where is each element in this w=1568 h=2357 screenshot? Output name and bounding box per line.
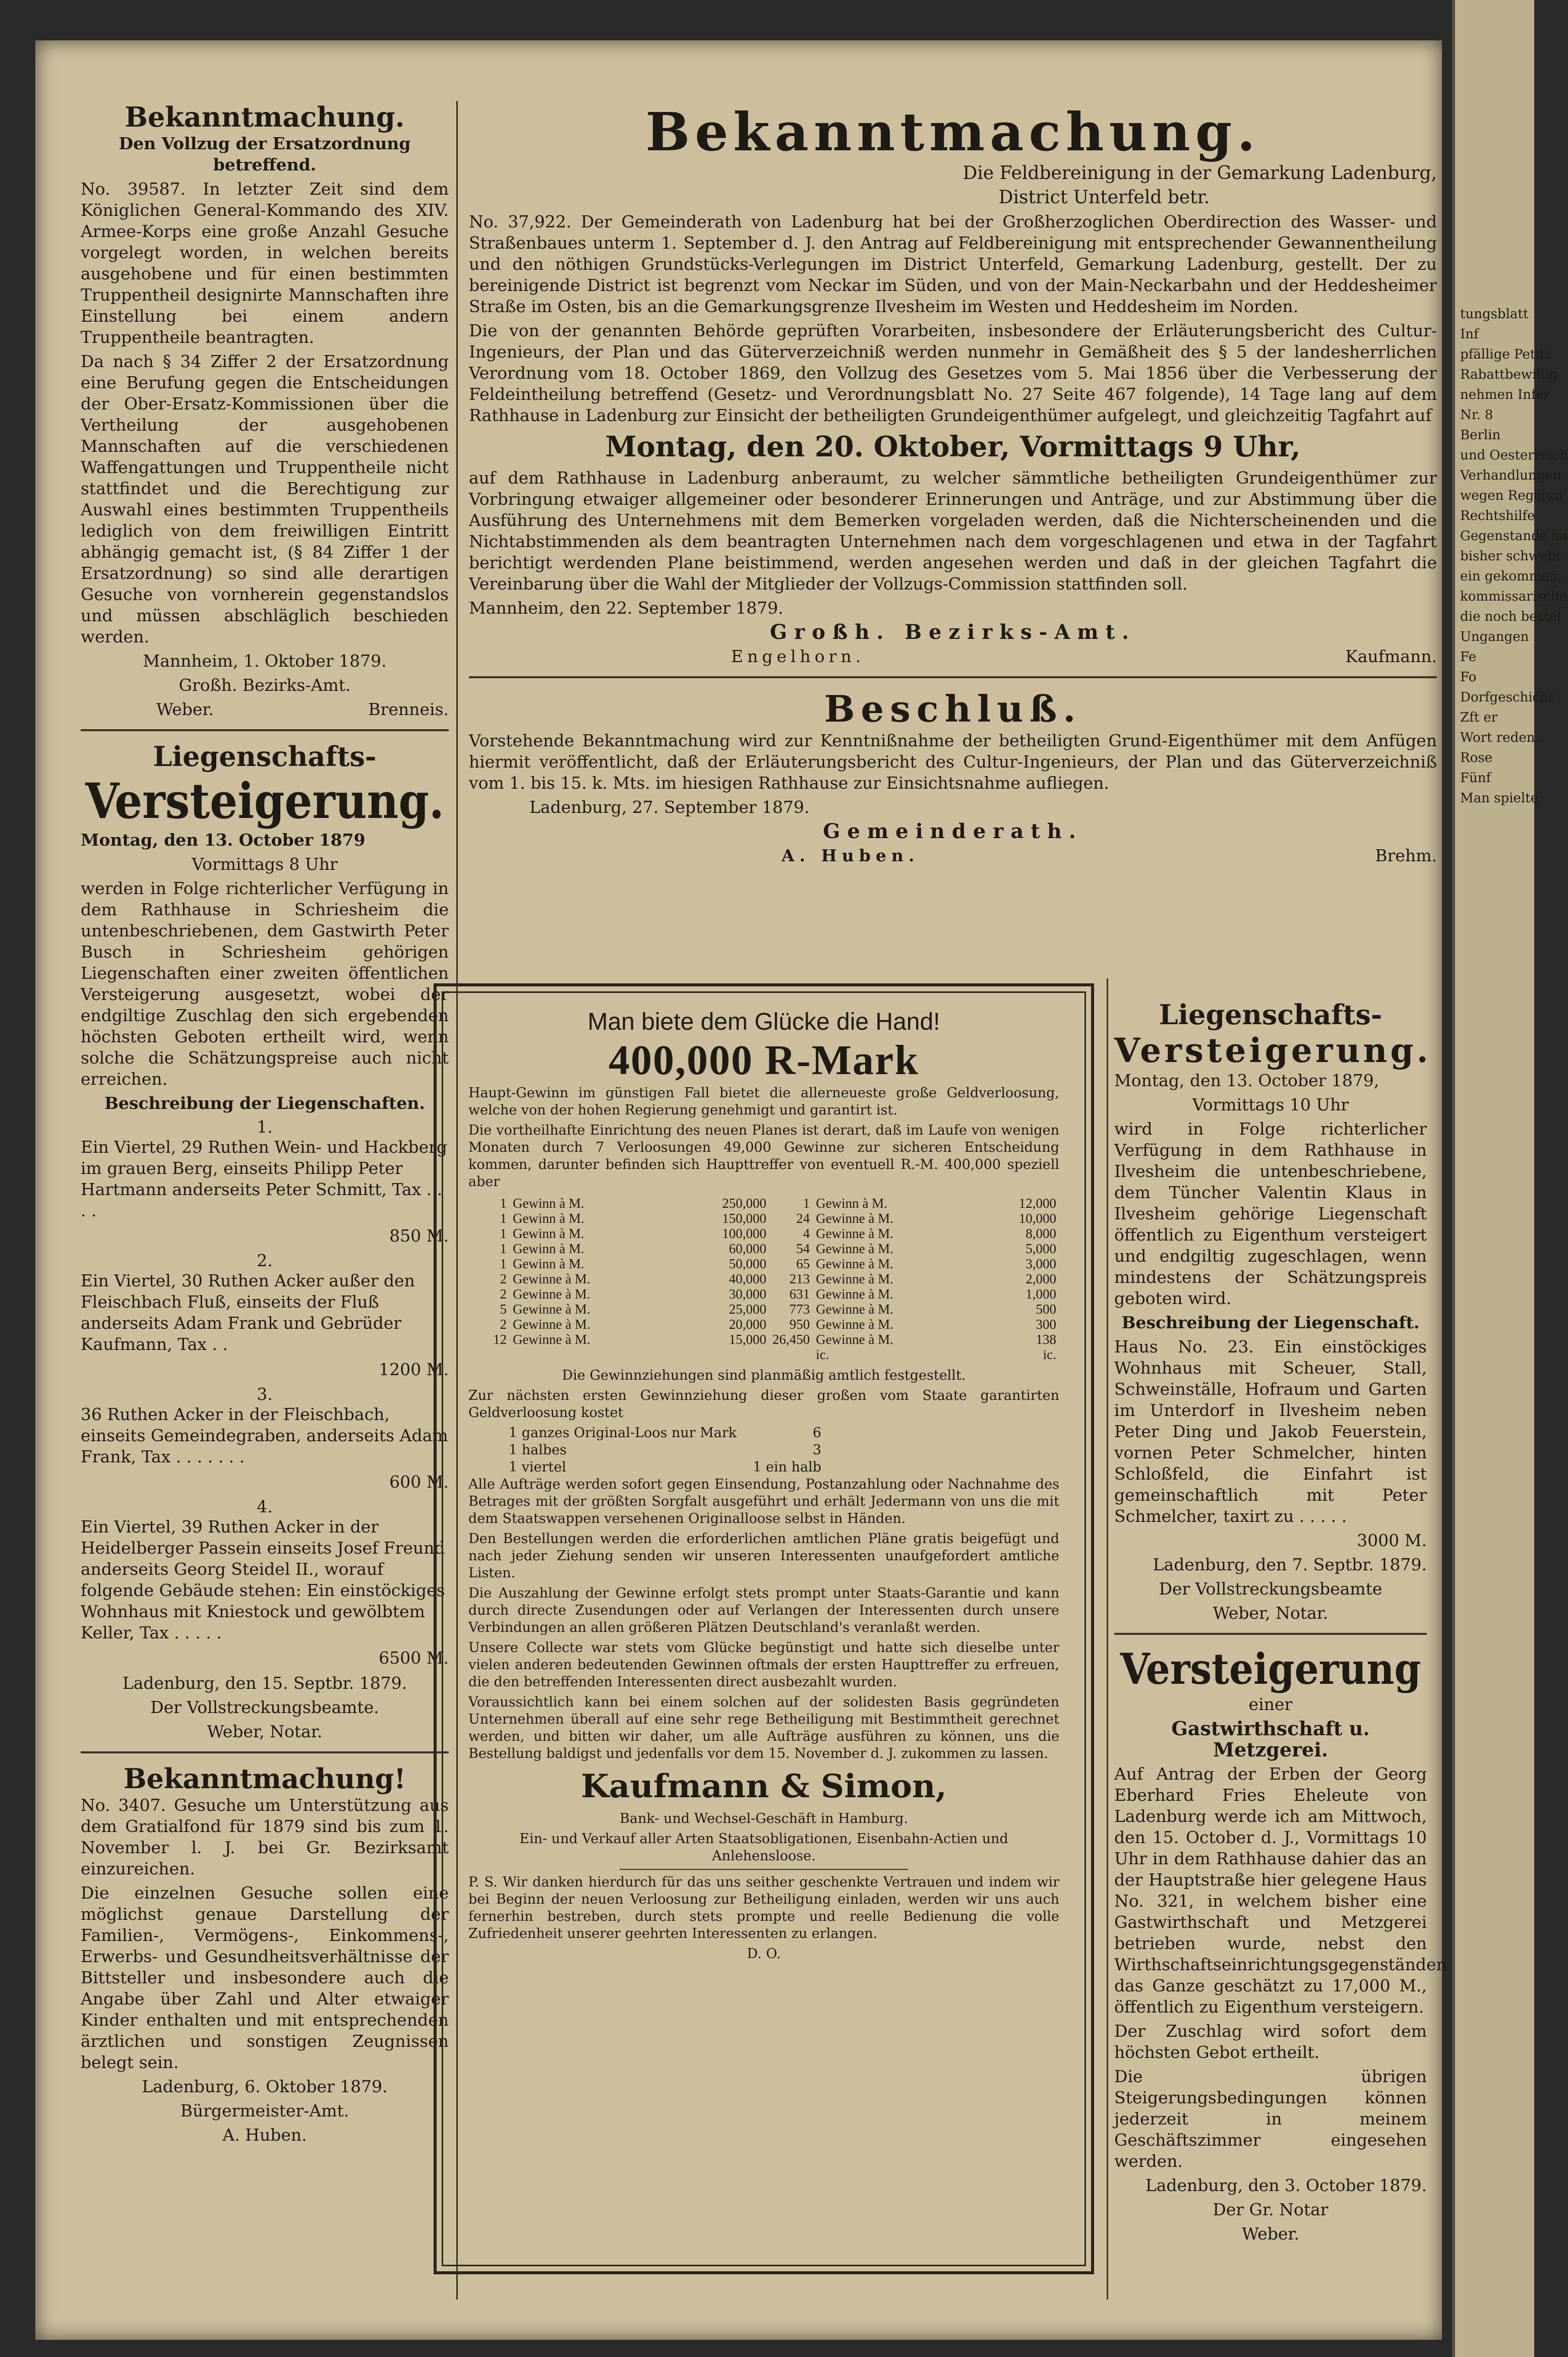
prize-row (468, 1347, 1059, 1362)
auction2-title-1: Liegenschafts- (1159, 998, 1382, 1031)
notice2-signature: A. Huben. (222, 2125, 307, 2145)
prize-table (468, 1196, 1059, 1362)
notice-signatures (81, 699, 449, 720)
prize-cell: 40,000 (729, 1271, 766, 1286)
price-value: 1 ein halb (753, 1459, 821, 1475)
notice-gratialfond (81, 1762, 449, 2146)
edge-text-line: Fünf (1460, 771, 1491, 786)
prize-cell: 8,000 (1026, 1226, 1056, 1241)
auction-title-2: Versteigerung. (85, 773, 444, 830)
signature-left: Weber. (156, 699, 214, 719)
adjacent-page-edge (1452, 0, 1568, 2357)
prize-cell: 60,000 (729, 1241, 766, 1256)
prize-cell: 4 (803, 1226, 810, 1241)
column-divider-right (1107, 978, 1108, 2300)
lot-description: 36 Ruthen Acker in der Fleischbach, einseits Gemeindegraben, anderseits Adam Frank, Tax . . . . . . . (81, 1404, 448, 1466)
auction3-sub-1: einer (1248, 1694, 1293, 1714)
lot-description: Ein Viertel, 29 Ruthen Wein- und Hackberg im grauen Berg, einseits Philipp Peter Hartmann anderseits Peter Schmitt, Tax . . . . (81, 1137, 447, 1220)
prize-row (468, 1226, 1059, 1241)
prize-cell: 12 (493, 1332, 507, 1347)
prize-cell: Gewinn à M. (513, 1226, 584, 1241)
prize-cell: Gewinne à M. (816, 1241, 893, 1256)
adjacent-page-text (1455, 0, 1568, 807)
prize-cell: 150,000 (722, 1211, 766, 1226)
prize-cell: Gewinne à M. (816, 1332, 893, 1347)
prize-cell: 1,000 (1026, 1286, 1056, 1302)
price-list (468, 1425, 1059, 1476)
prize-cell: 1 (500, 1256, 507, 1271)
edge-text-line: und Oesterreich (1460, 448, 1568, 463)
notice2-date: Ladenburg, 6. Oktober 1879. (142, 2077, 388, 2096)
ad-firm-sub-2: Ein- und Verkauf aller Arten Staatsobligationen, Eisenbahn-Actien und Anlehensloose. (519, 1831, 1008, 1864)
prize-cell: Gewinne à M. (816, 1286, 893, 1302)
main-notice-signatures (469, 646, 1437, 667)
prize-row (468, 1302, 1059, 1317)
prize-cell: 30,000 (729, 1286, 766, 1302)
prize-cell: 10,000 (1018, 1211, 1056, 1226)
main-notice-body-2: Die von der genannten Behörde geprüften Vorarbeiten, insbesondere der Erläuterungsbericht des Cultur-Ingenieurs, der Plan und das Güterverzeichniß werden nunmehr in Gemäßheit des § 5 der landesherrlichen Verordnung vom 18. October 1869, den Vollzug des Gesetzes vom 5. Mai 1856 über die Verbesserung der Feldeintheilung betreffend (Gesetz- und Verordnungsblatt No. 27 Seite 467 folgende), 14 Tage lang auf dem Rathhause in Ladenburg zur Einsicht der betheiligten Grundeigenthümer aufgelegt, und gleichzeitig Tagfahrt auf (469, 321, 1437, 425)
prize-cell: Gewinn à M. (513, 1196, 584, 1211)
lot-number: 1. (257, 1117, 273, 1137)
edge-text-line: Inf (1460, 327, 1479, 342)
lot-price: 600 M. (389, 1472, 449, 1492)
separator (1114, 1633, 1427, 1635)
auction3-office: Der Gr. Notar (1213, 2200, 1329, 2219)
auction2-title-2: Versteigerung. (1114, 1031, 1431, 1070)
auction3-title: Versteigerung (1120, 1644, 1421, 1694)
signature-left: A. Huben. (781, 846, 920, 865)
auction-time: Vormittags 8 Uhr (192, 854, 338, 874)
lot-number: 3. (257, 1384, 273, 1404)
lot-description: Ein Viertel, 39 Ruthen Acker in der Heidelberger Passein einseits Josef Freund anderseits Georg Steidel II., worauf folgende Gebäude stehen: Ein einstöckiges Wohnhaus mit Kniestock und gewölbtem Keller, Tax . . . . . (81, 1517, 445, 1642)
prize-cell: 65 (796, 1256, 810, 1271)
prize-cell (468, 1347, 510, 1362)
auction2-desc-title: Beschreibung der Liegenschaft. (1121, 1313, 1420, 1332)
prize-cell: 1 (500, 1196, 507, 1211)
prize-cell: 5 (500, 1302, 507, 1317)
notice2-office: Bürgermeister-Amt. (180, 2101, 349, 2120)
edge-text-line: Fe (1460, 650, 1477, 665)
prize-cell: 1 (500, 1226, 507, 1241)
prize-cell (510, 1347, 672, 1362)
edge-text-line: Rabattbewillig (1460, 367, 1557, 382)
resolution-signatures (469, 845, 1437, 866)
ad-inner-frame (442, 991, 1086, 2266)
prize-row (468, 1256, 1059, 1271)
auction-sign-date: Ladenburg, den 15. Septbr. 1879. (122, 1673, 407, 1693)
signature-left: Engelhorn. (731, 646, 865, 666)
lot-price: 6500 M. (379, 1648, 449, 1668)
main-notice-date: Mannheim, den 22. September 1879. (469, 598, 783, 618)
lot-price: 1200 M. (379, 1360, 449, 1379)
auction2-desc: Haus No. 23. Ein einstöckiges Wohnhaus mit Scheuer, Stall, Schweinställe, Hofraum und Garten im Unterdorf in Ilvesheim neben Peter Ding und Jakob Feuerstein, vornen Peter Schmelcher, hinten Schloßfeld, die Einfahrt ist gemeinschaftlich mit Peter Schmelcher, taxirt zu . . . . . (1114, 1337, 1427, 1526)
auction-signature: Weber, Notar. (207, 1722, 323, 1741)
ad-amount: 400,000 R-Mark (609, 1037, 919, 1084)
ad-headline: Man biete dem Glücke die Hand! (587, 1009, 940, 1035)
notice2-body: No. 3407. Gesuche um Unterstützung aus dem Gratialfond für 1879 sind bis zum 1. November l. J. bei Gr. Bezirksamt einzureichen. (81, 1795, 449, 1878)
auction-date: Montag, den 13. October 1879 (81, 830, 366, 850)
separator (81, 1751, 449, 1753)
auction-title-1: Liegenschafts- (153, 740, 377, 773)
edge-text-line: Zft er (1460, 710, 1498, 725)
ad-postscript: P. S. Wir danken hierdurch für das uns seither geschenkte Vertrauen und indem wir bei Beginn der neuen Verloosung zur Betheiligung einladen, werden wir uns auch fernerhin bestreben, durch stets prompte und reelle Bedienung die volle Zufriedenheit unserer geehrten Interessenten zu erlangen. (468, 1874, 1059, 1941)
notice2-title: Bekanntmachung! (123, 1762, 406, 1795)
edge-text-line: bisher schwebt (1460, 549, 1561, 564)
auction-schriesheim (81, 740, 449, 1742)
edge-text-line: tungsblatt (1460, 307, 1529, 322)
edge-text-line: wegen Regelun (1460, 488, 1563, 503)
auction2-signature: Weber, Notar. (1213, 1603, 1329, 1623)
price-label: 1 halbes (509, 1442, 567, 1458)
prize-row (468, 1211, 1059, 1226)
prize-row (468, 1271, 1059, 1286)
prize-cell: Gewinne à M. (513, 1302, 590, 1317)
edge-text-line: Man spielte (1460, 791, 1538, 806)
prize-cell: 500 (1036, 1302, 1056, 1317)
prize-cell: 25,000 (729, 1302, 766, 1317)
ad-postscript-sign: D. O. (747, 1946, 781, 1962)
notice-ersatzordnung (81, 101, 449, 720)
notice2-body-2: Die einzelnen Gesuche sollen eine möglichst genaue Darstellung der Familien-, Vermögens-, Einkommens-, Erwerbs- und Gesundheitsverhältnisse der Bittsteller und insbesondere auch die Angabe über Zahl und Alter etwaiger Kinder enthalten und mit entsprechenden ärztlichen und sonstigen Zeugnissen belegt sein. (81, 1883, 449, 2072)
prize-cell: 3,000 (1026, 1256, 1056, 1271)
prize-cell: Gewinn à M. (816, 1196, 887, 1211)
notice-subtitle: Den Vollzug der Ersatzordnung betreffend. (118, 134, 411, 174)
prize-cell: Gewinne à M. (816, 1271, 893, 1286)
edge-text-line: Fo (1460, 670, 1477, 685)
main-notice-office: Großh. Bezirks-Amt. (769, 620, 1136, 644)
main-notice-subtitle-2: District Unterfeld betr. (998, 187, 1210, 208)
ad-paragraph-3: Die Gewinnziehungen sind planmäßig amtlich festgestellt. (562, 1368, 966, 1383)
prize-cell: Gewinne à M. (816, 1211, 893, 1226)
edge-text-line: Ungangen (1460, 629, 1529, 644)
edge-text-line: Berlin (1460, 428, 1501, 443)
auction3-body: Auf Antrag der Erben der Georg Eberhard Fries Eheleute von Ladenburg werde ich am Mittwoch, den 15. October d. J., Vormittags 10 Uhr in dem Rathhause dahier das an der Hauptstraße hier gelegene Haus No. 321, in welchem bisher eine Gastwirthschaft und Metzgerei betrieben wurde, nebst den Wirthschaftseinrichtungsgegenständen das Ganze geschätzt zu 17,000 M., öffentlich zu Eigenthum versteigern. (1114, 1764, 1447, 2017)
prize-cell: 26,450 (772, 1332, 810, 1347)
left-column (81, 101, 449, 2149)
newspaper-page (35, 40, 1447, 2340)
price-value: 3 (812, 1442, 821, 1458)
price-row (509, 1442, 821, 1459)
prize-cell: 1 (500, 1211, 507, 1226)
price-value: 6 (812, 1425, 821, 1441)
ad-paragraph-5: Alle Aufträge werden sofort gegen Einsendung, Postanzahlung oder Nachnahme des Betrages mit der größten Sorgfalt ausgeführt und erhält Jedermann von uns die mit dem Staatswappen versehenen Originalloose selbst in Händen. (468, 1477, 1059, 1526)
resolution-date: Ladenburg, 27. September 1879. (529, 797, 810, 817)
prize-cell: 2 (500, 1286, 507, 1302)
lot-number: 4. (257, 1497, 273, 1516)
auction3-signature: Weber. (1241, 2224, 1300, 2244)
auction2-sign-date: Ladenburg, den 7. Septbr. 1879. (1153, 1555, 1427, 1574)
edge-text-line: Rechtshilfe (1460, 508, 1535, 523)
main-notice-body-3: auf dem Rathhause in Ladenburg anberaumt, zu welcher sämmtliche betheiligten Grundeigenthümer zur Vorbringung etwaiger allgemeiner oder besonderer Erinnerungen und Anträge, und zur Abstimmung über die Ausführung des Unternehmens mit dem Bemerken vorgeladen werden, daß die Nichterscheinenden und die Nichtabstimmenden als dem beantragten Unternehmen nach dem vorgeschlagenen und etwa in der Tagfahrt berichtigt werdenden Plane beistimmend, werden angesehen werden und daß in der gleichen Tagfahrt die Vereinbarung über die Wahl der Mitglieder der Vollzugs-Commission stattfinden soll. (469, 468, 1437, 594)
prize-row (468, 1286, 1059, 1302)
lot-list (81, 1117, 449, 1669)
prize-cell: Gewinn à M. (513, 1241, 584, 1256)
signature-right: Kaufmann. (1345, 646, 1437, 666)
separator (620, 1869, 908, 1870)
price-row (509, 1459, 821, 1476)
prize-cell: Gewinne à M. (513, 1271, 590, 1286)
prize-cell: Gewinne à M. (816, 1226, 893, 1241)
main-notice-subtitle-1: Die Feldbereinigung in der Gemarkung Ladenburg, (962, 163, 1437, 184)
resolution-title: Beschluß. (824, 687, 1082, 730)
separator (81, 729, 449, 731)
prize-cell: 100,000 (722, 1226, 766, 1241)
notice-office: Großh. Bezirks-Amt. (178, 675, 351, 695)
price-label: 1 viertel (509, 1459, 566, 1475)
main-notice-body: No. 37,922. Der Gemeinderath von Ladenburg hat bei der Großherzoglichen Oberdirection des Wasser- und Straßenbaues unterm 1. September d. J. den Antrag auf Feldbereinigung mit entsprechender Gewannentheilung und den nöthigen Grundstücks-Verlegungen im District Unterfeld, Gemarkung Ladenburg, gestellt. Der zu bereinigende District ist begrenzt vom Neckar im Süden, und von der Main-Neckarbahn und der Heddesheimer Straße im Osten, bis an die Gemarkungsgrenze Ilvesheim im Westen und Heddesheim im Norden. (469, 212, 1437, 316)
prize-cell: Gewinne à M. (513, 1332, 590, 1347)
prize-cell: Gewinne à M. (816, 1317, 893, 1332)
auction2-time: Vormittags 10 Uhr (1192, 1095, 1349, 1114)
prize-row (468, 1196, 1059, 1211)
prize-cell: 15,000 (729, 1332, 766, 1347)
prize-cell: Gewinne à M. (513, 1317, 590, 1332)
auction-gastwirthschaft (1114, 1644, 1447, 2245)
prize-cell: 950 (789, 1317, 810, 1332)
auction3-date: Ladenburg, den 3. October 1879. (1145, 2175, 1427, 2195)
edge-text-line: pfällige Petitz (1460, 347, 1552, 362)
prize-cell (769, 1347, 813, 1362)
lot-description: Ein Viertel, 30 Ruthen Acker außer den Fleischbach Fluß, einseits der Fluß anderseits Adam Frank und Gebrüder Kaufmann, Tax . . (81, 1271, 415, 1354)
auction2-body: wird in Folge richterlicher Verfügung in dem Rathhause in Ilvesheim die untenbeschriebene, dem Tüncher Valentin Klaus in Ilvesheim gehörige Liegenschaft öffentlich zu Eigenthum versteigert und endgiltig zugeschlagen, wenn mindestens der Schätzungspreis geboten wird. (1114, 1119, 1427, 1308)
auction2-date: Montag, den 13. October 1879, (1114, 1071, 1379, 1090)
ad-paragraph-4: Zur nächsten ersten Gewinnziehung dieser großen vom Staate garantirten Geldverloosung kostet (468, 1388, 1059, 1421)
auction-office: Der Vollstreckungsbeamte. (150, 1697, 379, 1717)
prize-cell: 1 (803, 1196, 810, 1211)
auction3-sub-2: Gastwirthschaft u. Metzgerei. (1171, 1717, 1370, 1761)
auction2-price: 3000 M. (1357, 1530, 1427, 1550)
prize-row (468, 1332, 1059, 1347)
prize-cell: 250,000 (722, 1196, 766, 1211)
prize-cell: 24 (796, 1211, 810, 1226)
main-notice-area (469, 101, 1437, 866)
edge-text-line: Nr. 8 (1460, 407, 1493, 423)
edge-text-line: Rose (1460, 750, 1492, 765)
resolution-office: Gemeinderath. (823, 819, 1083, 843)
ad-firm-name: Kaufmann & Simon, (581, 1767, 947, 1805)
prize-cell: Gewinne à M. (513, 1286, 590, 1302)
auction3-body-3: Die übrigen Steigerungsbedingungen können jederzeit in meinem Geschäftszimmer eingesehen werden. (1114, 2067, 1427, 2171)
edge-text-line: ein gekommen, (1460, 569, 1562, 584)
price-row (509, 1425, 821, 1442)
prize-cell: 138 (1036, 1332, 1056, 1347)
prize-cell (672, 1347, 769, 1362)
prize-cell: 54 (796, 1241, 810, 1256)
right-column (1114, 998, 1447, 2248)
ad-firm-sub: Bank- und Wechsel-Geschäft in Hamburg. (620, 1811, 908, 1826)
ad-paragraph-1: Haupt-Gewinn im günstigen Fall bietet die allerneueste große Geldverloosung, welche von der hohen Regierung genehmigt und garantirt ist. (468, 1085, 1059, 1118)
edge-text-line: nehmen Infer (1460, 387, 1550, 402)
edge-text-line: die noch bestel (1460, 609, 1561, 624)
prize-cell: 50,000 (729, 1256, 766, 1271)
ad-paragraph-7: Die Auszahlung der Gewinne erfolgt stets prompt unter Staats-Garantie und kann durch directe Zusendungen oder auf Verlangen der Interessenten durch unsere Verbindungen an allen größeren Plätzen Deutschland's veranlaßt werden. (468, 1585, 1059, 1635)
edge-text-line: kommissarische (1460, 589, 1567, 604)
lot-number: 2. (257, 1251, 273, 1270)
prize-cell: 20,000 (729, 1317, 766, 1332)
separator (469, 676, 1437, 678)
prize-cell: 2 (500, 1271, 507, 1286)
price-label: 1 ganzes Original-Loos nur Mark (509, 1425, 737, 1441)
prize-cell: 5,000 (1026, 1241, 1056, 1256)
auction-ilvesheim (1114, 998, 1431, 1624)
lottery-advertisement (434, 983, 1094, 2274)
prize-cell: 300 (1036, 1317, 1056, 1332)
edge-text-line: Wort reden. (1460, 730, 1539, 745)
prize-cell: 631 (789, 1286, 810, 1302)
edge-text-line: Dorfgeschicht (1460, 690, 1554, 705)
auction3-body-2: Der Zuschlag wird sofort dem höchsten Gebot ertheilt. (1114, 2021, 1427, 2062)
signature-right: Brenneis. (368, 699, 449, 719)
signature-right: Brehm. (1375, 846, 1437, 865)
edge-text-line: Gegenstande ha (1460, 528, 1568, 544)
auction2-office: Der Vollstreckungsbeamte (1159, 1579, 1382, 1599)
prize-row (468, 1317, 1059, 1332)
notice-title: Bekanntmachung. (125, 101, 405, 133)
main-notice-date-line: Montag, den 20. Oktober, Vormittags 9 Uhr, (605, 430, 1301, 463)
ad-paragraph-2: Die vortheilhafte Einrichtung des neuen Planes ist derart, daß im Laufe von wenigen Monaten durch 7 Verloosungen 49,000 Gewinne zur sicheren Entscheidung kommen, darunter befinden sich Haupttreffer von eventuell R.-M. 400,000 speziell aber (468, 1123, 1059, 1190)
prize-cell: 2,000 (1026, 1271, 1056, 1286)
prize-cell: ic. (1043, 1347, 1056, 1362)
prize-cell: 1 (500, 1241, 507, 1256)
prize-cell: 12,000 (1018, 1196, 1056, 1211)
auction-desc-title: Beschreibung der Liegenschaften. (104, 1093, 425, 1113)
main-notice-title: Bekanntmachung. (645, 101, 1260, 163)
prize-cell: Gewinne à M. (816, 1256, 893, 1271)
prize-cell: Gewinn à M. (513, 1211, 584, 1226)
ad-paragraph-6: Den Bestellungen werden die erforderlichen amtlichen Pläne gratis beigefügt und nach jeder Ziehung senden wir unseren Interessenten unaufgefordert amtliche Listen. (468, 1531, 1059, 1581)
lot-price: 850 M. (389, 1226, 449, 1246)
notice-body-2: Da nach § 34 Ziffer 2 der Ersatzordnung eine Berufung gegen die Entscheidungen der Ober-Ersatz-Kommissionen über die Vertheilung der ausgehobenen Mannschaften auf die verschiedenen Waffengattungen und Truppentheile nicht stattfindet und die Berechtigung zur Auswahl eines bestimmten Truppentheils lediglich von dem freiwilligen Eintritt abhängig gemacht ist, (§ 84 Ziffer 1 der Ersatzordnung) so sind alle derartigen Gesuche von vornherein gegenstandslos und müssen abschläglich beschieden werden. (81, 351, 449, 646)
ad-paragraph-8: Unsere Collecte war stets vom Glücke begünstigt und hatte sich dieselbe unter vielen anderen bedeutenden Gewinnen oftmals der ersten Haupttreffer zu erfreuen, die den betreffenden Interessenten direct ausbezahlt wurden. (468, 1640, 1059, 1690)
resolution-body: Vorstehende Bekanntmachung wird zur Kenntnißnahme der betheiligten Grund-Eigenthümer mit dem Anfügen hiermit veröffentlicht, daß der Erläuterungsbericht des Cultur-Ingenieurs, der Plan und das Güterverzeichniß vom 1. bis 15. k. Mts. im hiesigen Rathhause zur Einsichtsnahme aufliegen. (469, 731, 1437, 793)
prize-cell: ic. (816, 1347, 829, 1362)
notice-date: Mannheim, 1. Oktober 1879. (143, 651, 387, 671)
prize-cell: Gewinn à M. (513, 1256, 584, 1271)
prize-cell: 773 (789, 1302, 810, 1317)
prize-cell: 213 (789, 1271, 810, 1286)
prize-cell: Gewinne à M. (816, 1302, 893, 1317)
prize-cell: 2 (500, 1317, 507, 1332)
notice-body: No. 39587. In letzter Zeit sind dem Königlichen General-Kommando des XIV. Armee-Korps eine große Anzahl Gesuche vorgelegt worden, in welchen bereits ausgehobene und für einen bestimmten Truppentheil designirte Mannschaften ihre Einstellung bei einem andern Truppentheile beantragten. (81, 179, 449, 347)
prize-row (468, 1241, 1059, 1256)
auction-body: werden in Folge richterlicher Verfügung in dem Rathhause in Schriesheim die untenbeschriebenen, dem Gastwirth Peter Busch in Schriesheim gehörigen Liegenschaften einer zweiten öffentlichen Versteigerung ausgesetzt, wobei der endgiltige Zuschlag den sich ergebenden höchsten Geboten ertheilt wird, wenn solche die Schätzungspreise auch nicht erreichen. (81, 878, 449, 1089)
edge-text-line: Verhandlungen (1460, 468, 1561, 483)
ad-paragraph-9: Voraussichtlich kann bei einem solchen auf der solidesten Basis gegründeten Unternehmen überall auf eine sehr rege Betheiligung mit Bestimmtheit gerechnet werden, und bitten wir daher, um alle Aufträge ausführen zu können, uns die Bestellung baldigst und jedenfalls vor dem 15. November d. J. zukommen zu lassen. (468, 1694, 1059, 1761)
